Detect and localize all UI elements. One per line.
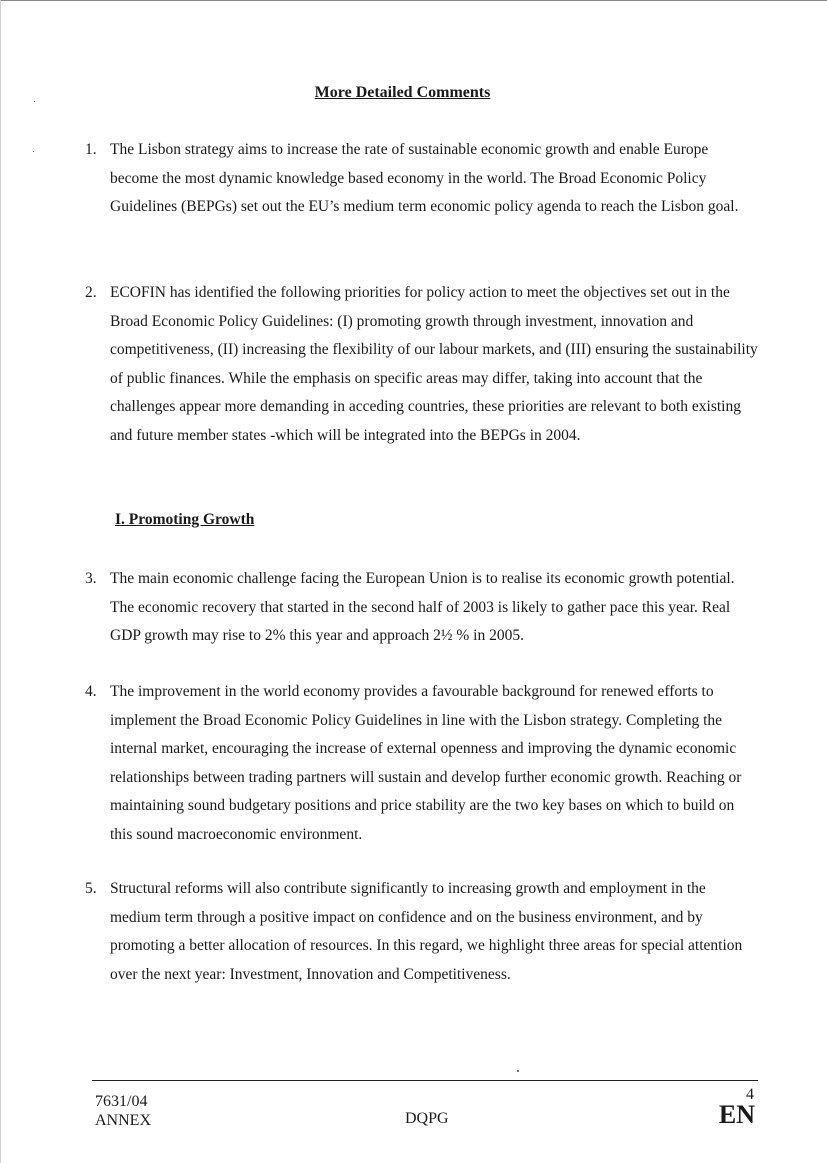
paragraph-number: 1.: [85, 141, 97, 158]
paragraph-text: ECOFIN has identified the following priorities for policy action to meet the objectives set out in the Broad Economic Policy Guidelines: (I) promoting growth through investment, innovation and competitiveness, (II) increasing the flexibility of our labour markets, and (III) ensuring the sustainability of public finances. While the emphasis on specific areas may differ, taking into account that the challenges appear more demanding in acceding countries, these priorities are relevant to both existing and future member states -which will be integrated into the BEPGs in 2004.: [110, 284, 758, 444]
page-title: More Detailed Comments: [314, 84, 491, 101]
section-heading: I. Promoting Growth: [115, 511, 255, 528]
scan-speck: [33, 151, 34, 152]
paragraph-text: The main economic challenge facing the European Union is to realise its economic growth potential. The economic recovery that started in the second half of 2003 is likely to gather pace this year. Real GDP growth may rise to 2% this year and approach 2½ % in 2005.: [110, 570, 735, 645]
paragraph-number: 4.: [85, 683, 97, 700]
paragraph-text: The improvement in the world economy provides a favourable background for renewed efforts to implement the Broad Economic Policy Guidelines in line with the Lisbon strategy. Completing the internal market, encouraging the increase of external openness and improving the dynamic economic relationships between trading partners will sustain and develop further economic growth. Reaching or maintaining sound budgetary positions and price stability are the two key bases on which to build on this sound macroeconomic environment.: [110, 683, 742, 843]
footer-language-code: EN: [718, 1100, 755, 1129]
paragraph-number: 5.: [85, 880, 97, 897]
scan-edge-top: [0, 0, 827, 5]
scan-speck: [34, 101, 35, 102]
paragraph-number: 3.: [85, 570, 97, 587]
scan-speck: [517, 1070, 519, 1072]
footer-doc-number: 7631/04: [95, 1093, 148, 1110]
paragraph-number: 2.: [85, 284, 97, 301]
paragraph-text: Structural reforms will also contribute significantly to increasing growth and employment in the medium term through a positive impact on confidence and on the business environment, and by promoting a better allocation of resources. In this regard, we highlight three areas for special attention over the next year: Investment, Innovation and Competitiveness.: [110, 880, 743, 983]
footer-department: DQPG: [405, 1110, 449, 1127]
footer-annex: ANNEX: [95, 1112, 151, 1129]
footer-page-number: 4: [746, 1086, 754, 1103]
footer-rule: [92, 1080, 758, 1081]
scan-edge-left: [0, 0, 1, 1163]
paragraph-text: The Lisbon strategy aims to increase the rate of sustainable economic growth and enable Europe become the most dynamic knowledge based economy in the world. The Broad Economic Policy Guidelines (BEPGs) set out the EU’s medium term economic policy agenda to reach the Lisbon goal.: [110, 141, 739, 216]
